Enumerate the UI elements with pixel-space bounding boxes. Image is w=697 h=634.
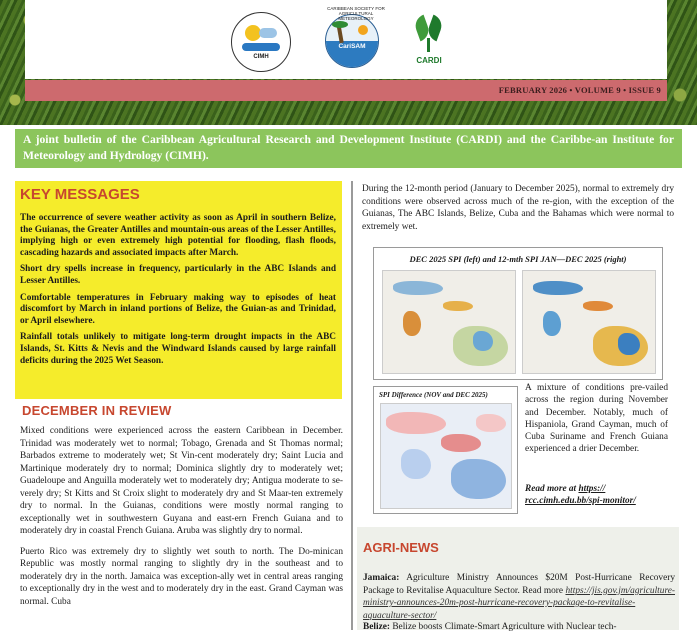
cimh-logo [231, 12, 291, 72]
news-link[interactable]: https://jis.gov.jm/agriculture-ministry-announces-20m-post-hurricane-recovery-package-to-revitalise-aquaculture-sector/ [363, 585, 675, 621]
spi-map-left [382, 270, 516, 374]
review-paragraph: Mixed conditions were experienced across the eastern Caribbean in December. Trinidad was moderately wet to normal; Tobago, Grenada and St Thomas normal; Barbados extreme to moderately wet; St Vin-cent moderately dry; Saint Lucia and Martinique moderately dry to normal; Dominica slightly dry to moderately wet; Guadeloupe and Anguilla moderately wet to moderately dry; Antigua moderate to se-verely dry; St Kitts and St Croix slight to moderately dry and St Maar-ten extremely dry to normal. In the Guianas, conditions were mostly normal ranging to exceptionally wet in southwestern Guyana and east-ern French Guiana and to moderately dry in coastal French Guiana. Aruba was slightly dry to normal. [20, 426, 343, 536]
cimh-logo-label: CIMH [253, 54, 269, 60]
joint-banner-text: A joint bulletin of the Caribbean Agricultural Research and Development Institute (CARDI) and the Caribbe-an Institute for Meteorology and Hydrology (CIMH). [23, 133, 674, 162]
news-item-jamaica [363, 572, 675, 622]
news-item-belize [363, 621, 675, 634]
spi-difference-title: SPI Difference (NOV and DEC 2025) [379, 391, 488, 399]
news-country: Belize: [363, 622, 390, 632]
agri-news-box [357, 527, 679, 630]
key-message-item: Rainfall totals unlikely to mitigate long-term drought impacts in the ABC Islands, St. Kitts & Nevis and the Windward Islands caused by large rainfall deficits during the 2025 Wet Season. [20, 332, 336, 366]
read-more [525, 483, 668, 508]
spi-difference-figure [373, 386, 518, 514]
palm-leaf-icon [332, 21, 348, 28]
key-message-item: Short dry spells increase in frequency, particularly in the ABC Islands and Lesser Antilles. [20, 264, 336, 286]
spi-map-right [522, 270, 656, 374]
december-review-body [20, 425, 343, 616]
key-message-item: The occurrence of severe weather activity as soon as April in southern Belize, the Guianas, the Greater Antilles and mountain-ous areas of the Lesser Antilles, implying high or even extremely high potential for flooding, flash floods, cascading hazards and associated impacts after March. [20, 213, 336, 258]
spi-monitor-link[interactable]: https:// rcc.cimh.edu.bb/spi-monitor/ [525, 484, 636, 507]
spi-figure [373, 247, 663, 380]
mixture-text: A mixture of conditions pre-vailed across the region during November and December. Notably, much of Hispaniola, Grand Cayman, much of Cuba Suriname and French Guiana experienced a drier December. [525, 383, 668, 455]
carisam-ring-text: CARIBBEAN SOCIETY FOR AGRICULTURAL METEOROLOGY [327, 6, 385, 21]
key-message-item: Comfortable temperatures in February making way to episodes of heat discomfort by March in inland portions of Belize, the Guian-as and Trinidad, or April elsewhere. [20, 292, 336, 326]
spi-figure-title: DEC 2025 SPI (left) and 12-mth SPI JAN—DEC 2025 (right) [409, 254, 627, 264]
issue-line: FEBRUARY 2026 • VOLUME 9 • ISSUE 9 [498, 85, 661, 95]
stem-icon [427, 38, 430, 52]
cardi-logo [411, 14, 447, 70]
wave-icon [242, 43, 280, 51]
joint-banner [15, 129, 682, 168]
carisam-logo [325, 6, 385, 68]
news-text: Agriculture Ministry Announces $20M Post-Hurricane Recovery Package to Revitalise Aquaculture Sector. Read more [363, 573, 675, 596]
cloud-icon [259, 28, 277, 38]
key-messages-title: KEY MESSAGES [20, 186, 140, 203]
sun-icon [358, 25, 368, 35]
key-messages-box [15, 181, 342, 399]
column-divider [351, 181, 353, 630]
december-review-title: DECEMBER IN REVIEW [22, 403, 172, 418]
issue-bar [25, 80, 667, 101]
cardi-logo-label: CARDI [416, 56, 442, 65]
carisam-logo-label: CariSAM [338, 43, 366, 50]
review-paragraph: Puerto Rico was extremely dry to slightly wet south to north. The Do-minican Republic was mostly normal ranging to slightly dry in the southeast and to moderately dry in the north. Jamaica was exception-ally wet in central areas ranging to exceptionally dry in the west and to moderately dry in the east. Grand Cayman was normal. Cuba [20, 546, 343, 607]
news-text: Belize boosts Climate-Smart Agriculture with Nuclear tech- [389, 622, 617, 632]
spi-difference-map [380, 403, 512, 509]
key-messages-list [20, 213, 336, 372]
news-country: Jamaica: [363, 573, 400, 583]
read-more-label: Read more at [525, 484, 577, 494]
agri-news-title: AGRI-NEWS [363, 540, 439, 555]
twelve-month-text: During the 12-month period (January to December 2025), normal to extremely dry conditions were observed across much of the re-gion, with the exception of the Guianas, The ABC Islands, Belize, Cuba and the Bahamas which were normal to extremely wet. [362, 184, 674, 232]
